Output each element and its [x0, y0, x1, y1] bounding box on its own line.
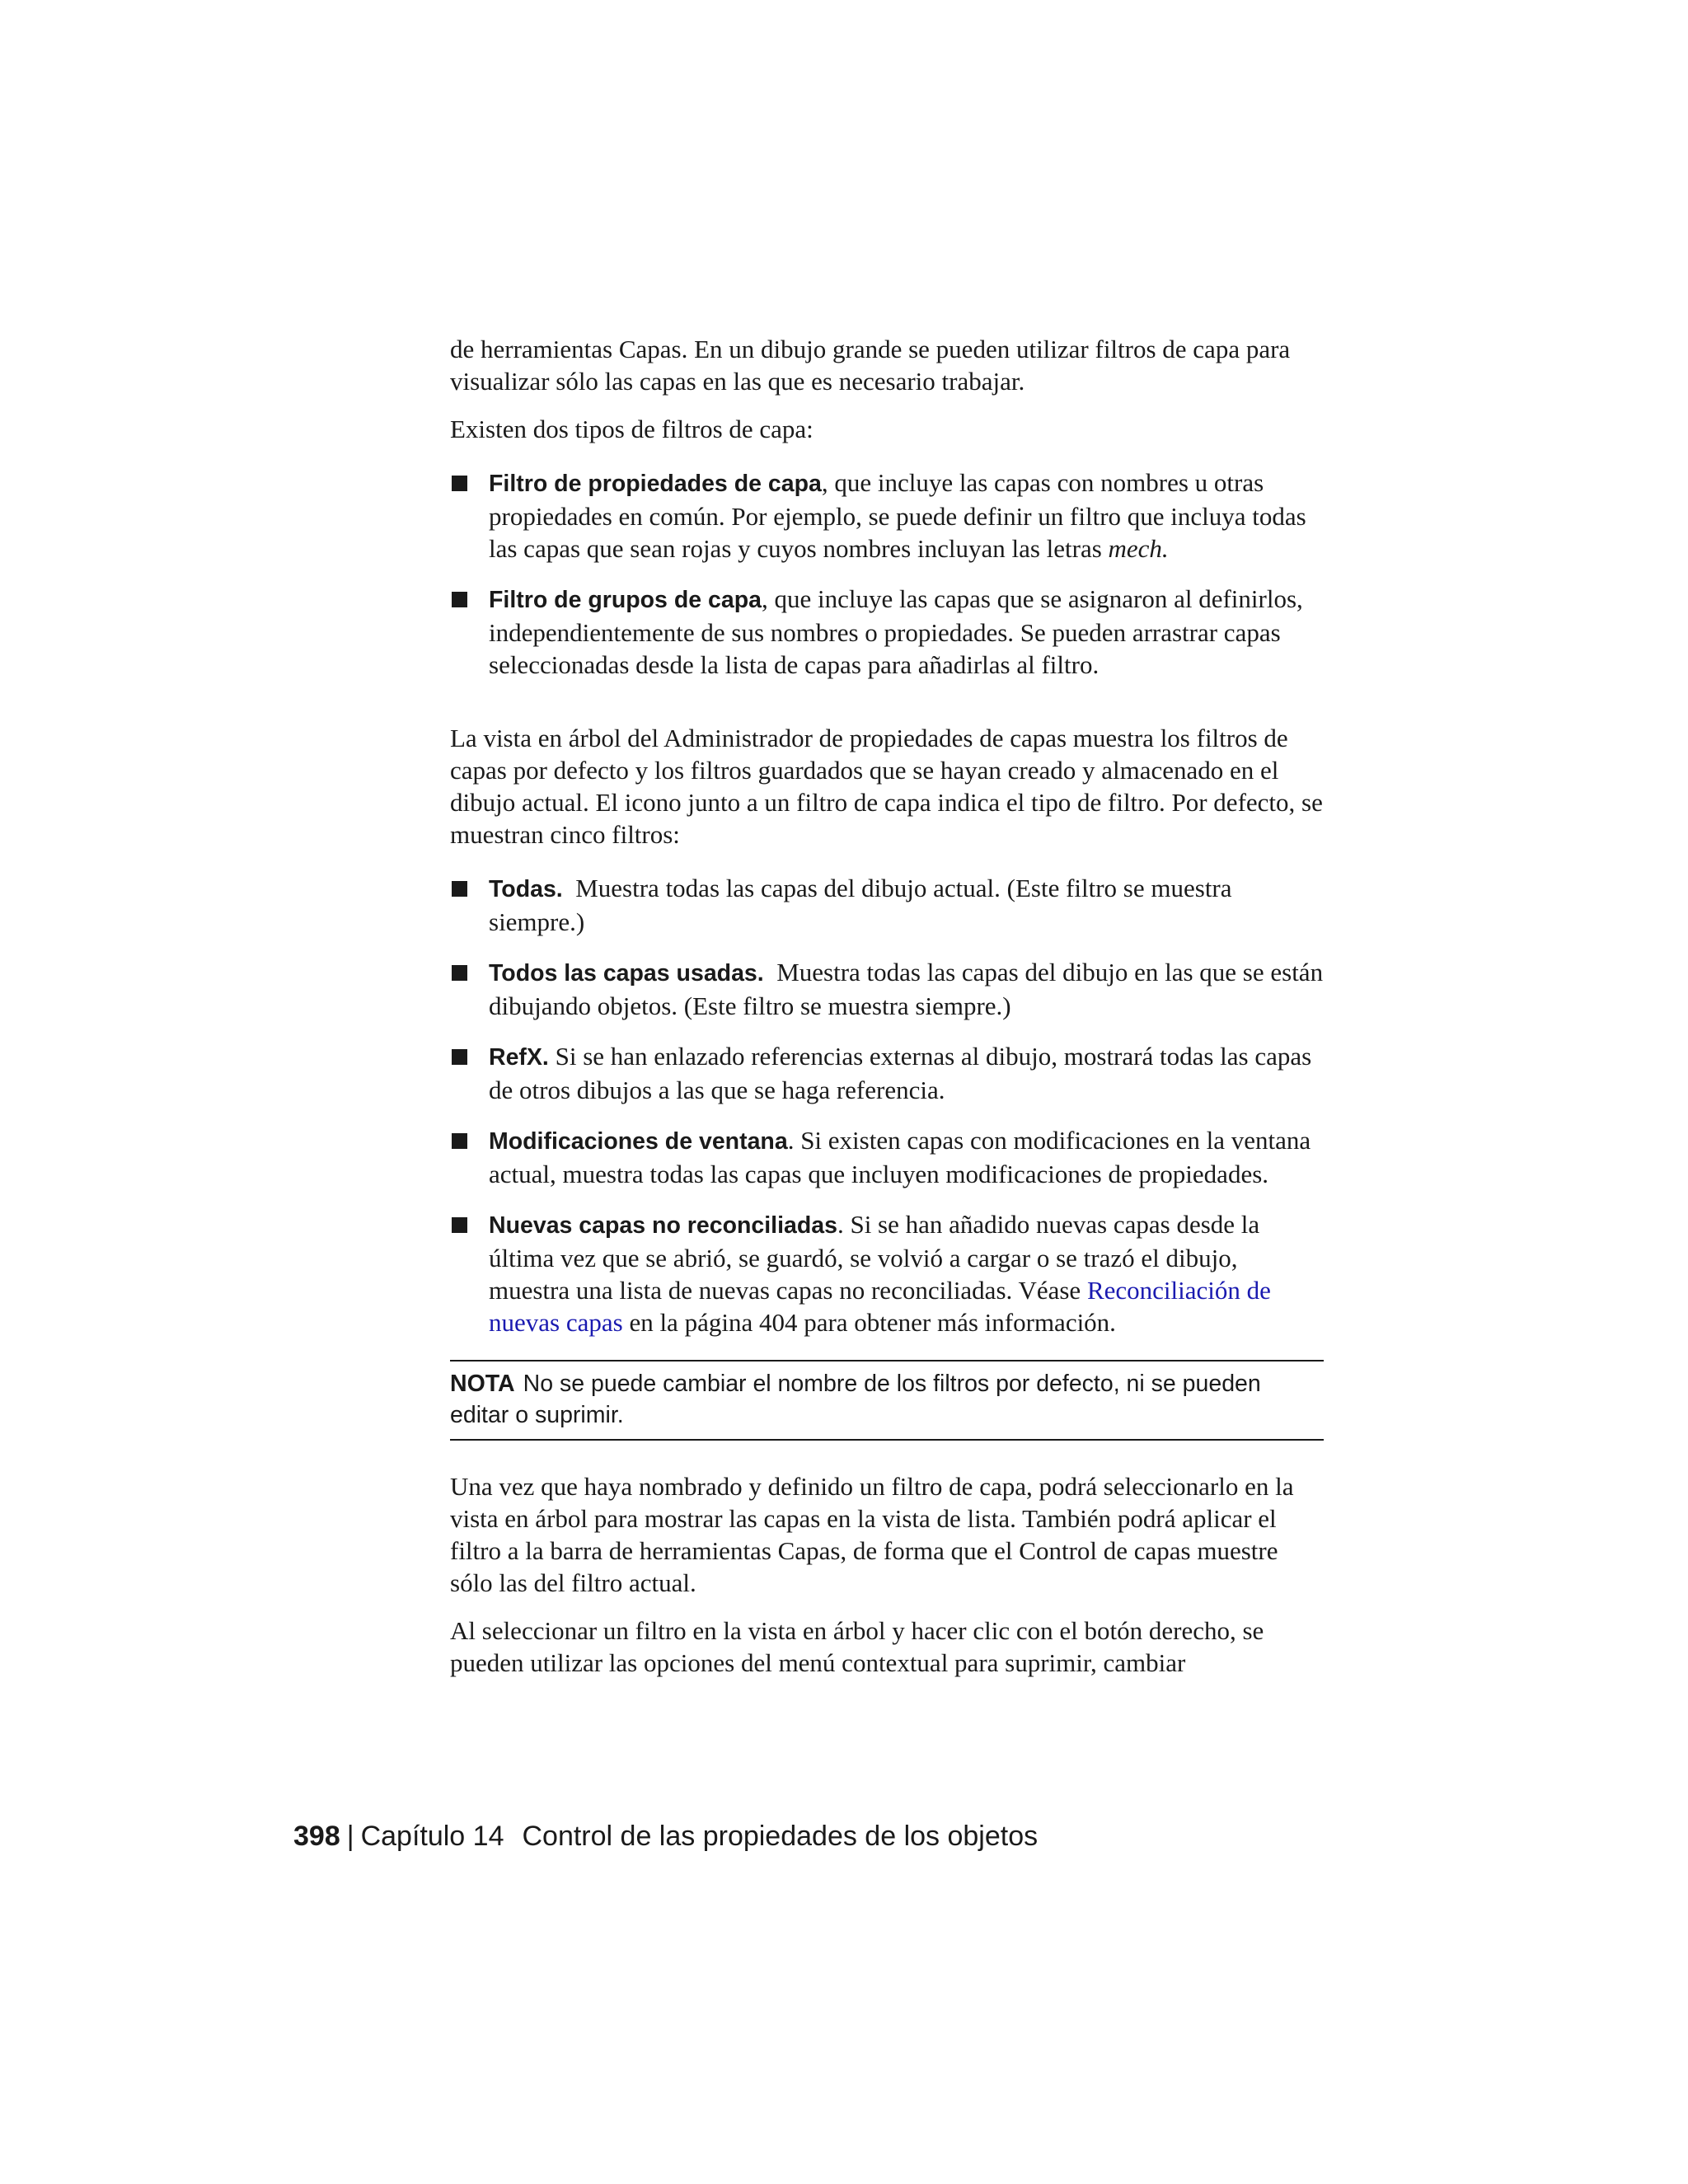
page-footer — [293, 1818, 1038, 1854]
bullet-text: . Si se han añadido nuevas capas desde la última vez que se abrió, se guardó, se volvió a cargar o se trazó el dibujo, muestra una lista de nuevas capas no reconciliadas. Véase — [489, 1210, 1260, 1305]
intro-paragraph: de herramientas Capas. En un dibujo grande se pueden utilizar filtros de capa para visualizar sólo las capas en las que es necesario trabajar. — [450, 335, 1291, 396]
note-text: No se puede cambiar el nombre de los filtros por defecto, ni se pueden editar o suprimir. — [450, 1371, 1261, 1428]
bullet-text: , que incluye las capas que se asignaron al definirlos, independientemente de sus nombres o propiedades. Se pueden arrastrar capas seleccionadas desde la lista de capas para añadirlas al filtro. — [489, 584, 1303, 679]
bullet-square-icon — [452, 1217, 467, 1233]
after-note-paragraph: Una vez que haya nombrado y definido un filtro de capa, podrá seleccionarlo en la vista en árbol para mostrar las capas en la vista de lista. También podrá aplicar el filtro a la barra de herramientas Capas, de forma que el Control de capas muestre sólo las del filtro actual. — [450, 1472, 1294, 1597]
page-number: 398 — [293, 1821, 340, 1852]
note-box — [450, 1360, 1324, 1441]
chapter-title: Control de las propiedades de los objetos — [522, 1821, 1039, 1852]
bullet-term: Filtro de grupos de capa — [489, 587, 762, 613]
bullet-text: Si se han enlazado referencias externas al dibujo, mostrará todas las capas de otros dibujos a las que se haga referencia. — [489, 1042, 1312, 1104]
bullet-text: Muestra todas las capas del dibujo en las que se están dibujando objetos. (Este filtro se muestra siempre.) — [489, 958, 1329, 1020]
default-filters-list — [450, 872, 1329, 1338]
body-text — [450, 333, 1329, 1694]
bullet-term: Nuevas capas no reconciliadas — [489, 1212, 837, 1239]
context-menu-paragraph: Al seleccionar un filtro en la vista en árbol y hacer clic con el botón derecho, se pueden utilizar las opciones del menú contextual para suprimir, cambiar — [450, 1616, 1264, 1677]
list-item — [450, 1040, 1324, 1106]
bullet-square-icon — [452, 965, 467, 981]
list-item — [450, 872, 1324, 938]
bullet-square-icon — [452, 881, 467, 897]
bullet-text: Muestra todas las capas del dibujo actual. (Este filtro se muestra siempre.) — [489, 874, 1239, 936]
list-item — [450, 583, 1324, 681]
note-label: NOTA — [450, 1371, 515, 1397]
list-item — [450, 956, 1329, 1022]
filter-types-list — [450, 466, 1324, 681]
bullet-italic-text: mech. — [1108, 534, 1169, 563]
bullet-term: Todos las capas usadas. — [489, 960, 764, 987]
bullet-square-icon — [452, 476, 467, 491]
tree-view-paragraph: La vista en árbol del Administrador de propiedades de capas muestra los filtros de capas por defecto y los filtros guardados que se hayan creado y almacenado en el dibujo actual. El icono junto a un filtro de capa indica el tipo de filtro. Por defecto, se muestran cinco filtros: — [450, 724, 1323, 849]
bullet-text-after: en la página 404 para obtener más información. — [622, 1308, 1116, 1337]
chapter-label: Capítulo 14 — [360, 1821, 504, 1852]
filter-types-lead: Existen dos tipos de filtros de capa: — [450, 415, 814, 443]
list-item — [450, 1208, 1324, 1338]
footer-separator: | — [346, 1821, 354, 1852]
bullet-square-icon — [452, 592, 467, 607]
cross-reference-link[interactable]: Reconciliación de nuevas capas — [489, 1276, 1271, 1337]
bullet-term: Filtro de propiedades de capa — [489, 471, 822, 497]
bullet-text: , que incluye las capas con nombres u otras propiedades en común. Por ejemplo, se puede definir un filtro que incluya todas las capas que sean rojas y cuyos nombres incluyan las letras — [489, 468, 1306, 563]
bullet-square-icon — [452, 1049, 467, 1065]
bullet-square-icon — [452, 1133, 467, 1149]
bullet-term: Todas. — [489, 876, 563, 902]
list-item — [450, 1124, 1324, 1190]
bullet-term: Modificaciones de ventana — [489, 1128, 788, 1155]
bullet-term: RefX. — [489, 1044, 549, 1071]
list-item — [450, 466, 1324, 565]
bullet-text: . Si existen capas con modificaciones en la ventana actual, muestra todas las capas que incluyen modificaciones de propiedades. — [489, 1126, 1311, 1188]
